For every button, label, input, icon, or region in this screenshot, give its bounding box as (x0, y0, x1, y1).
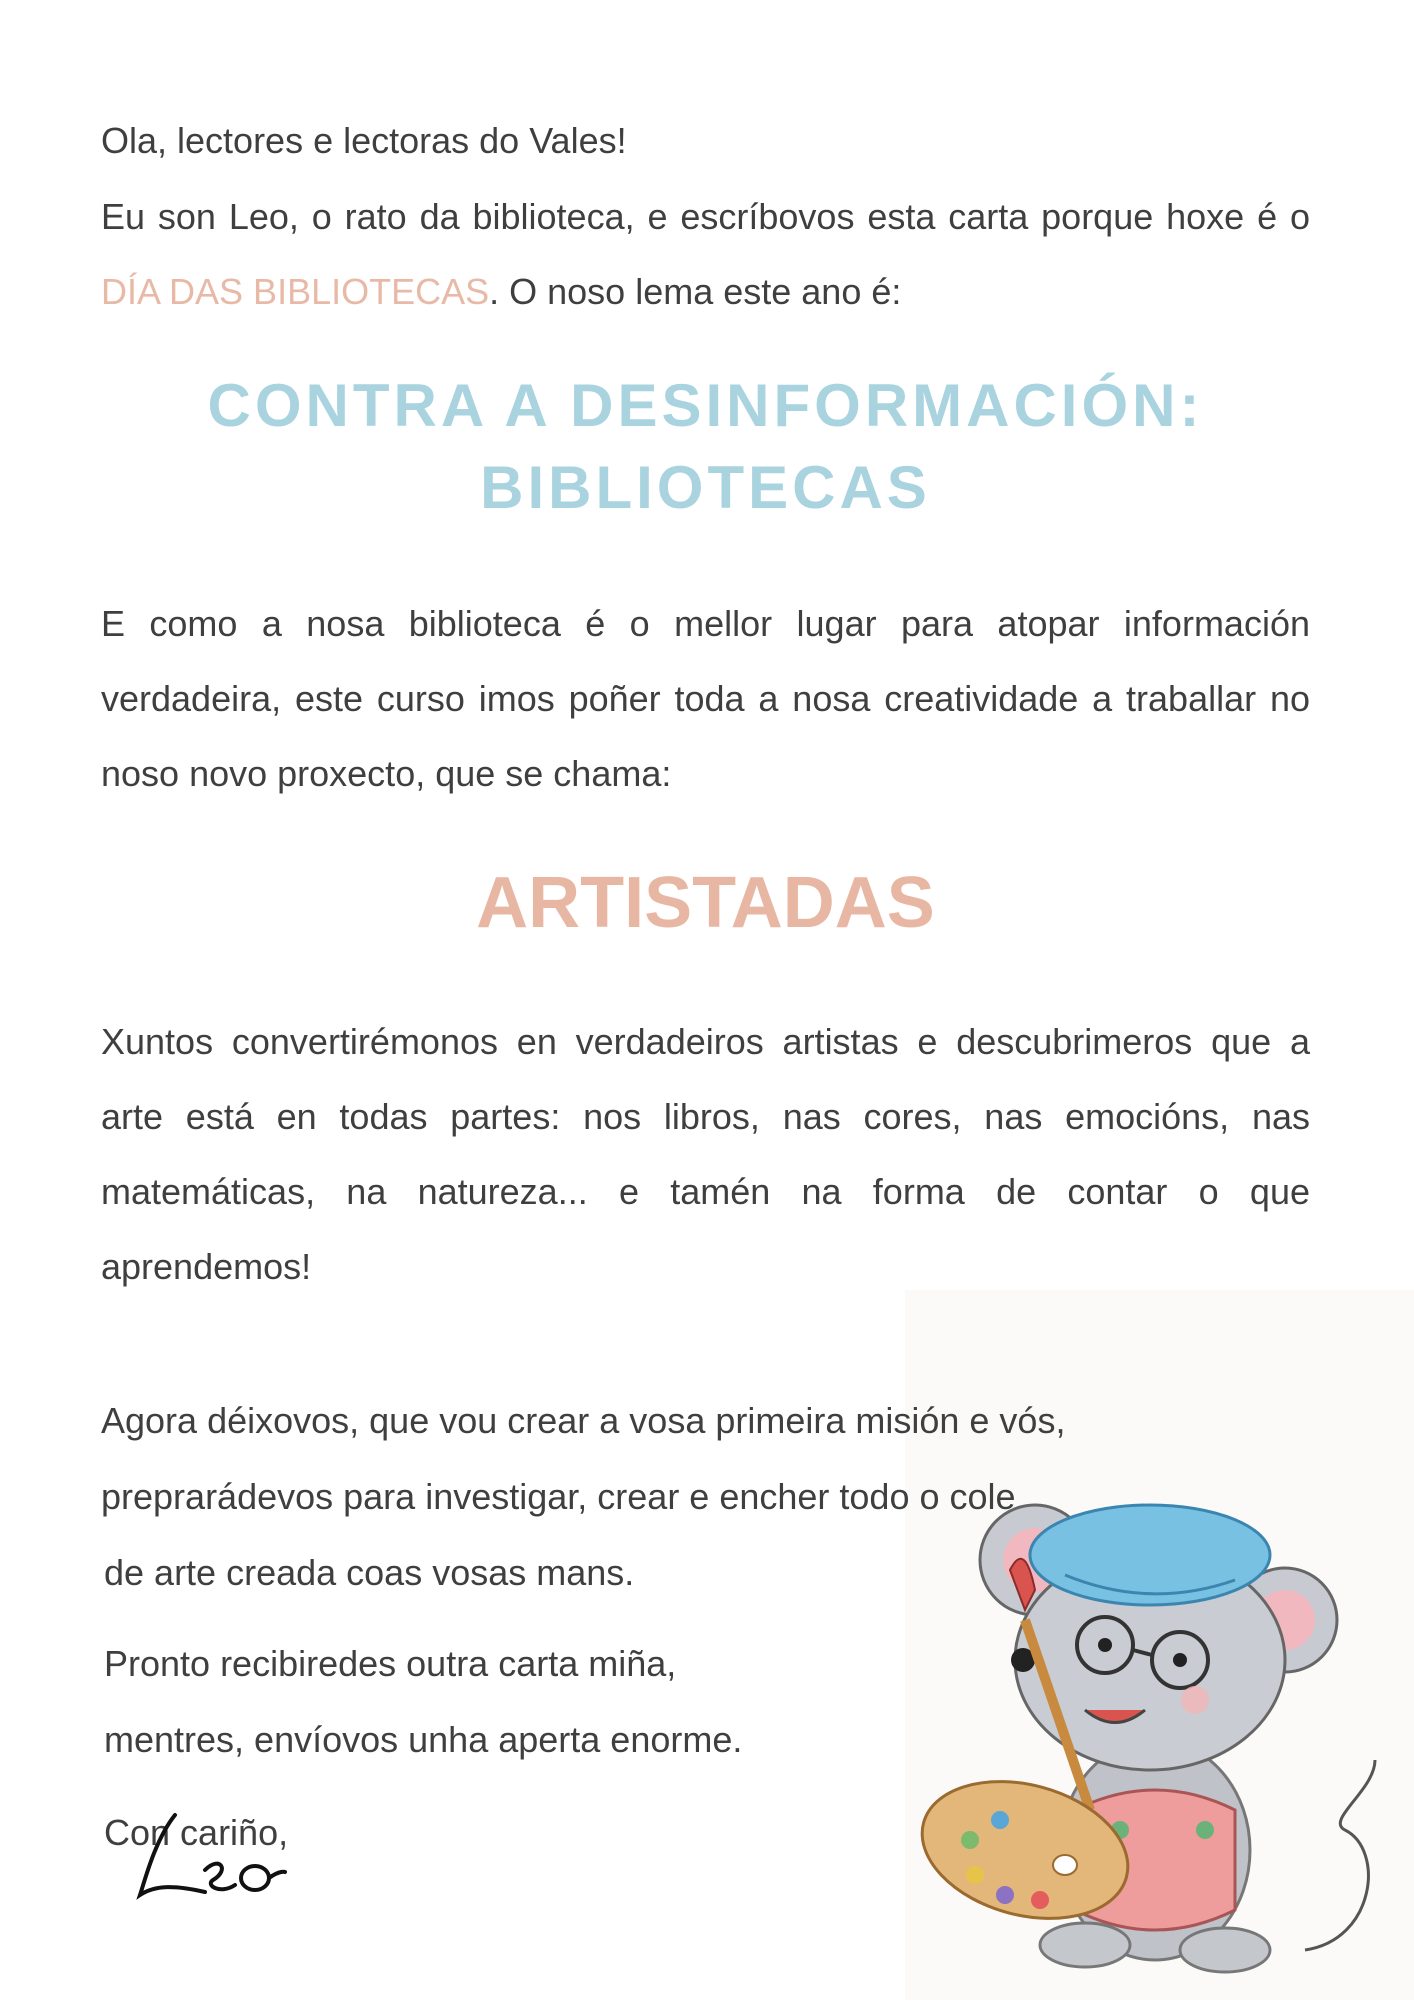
intro-text-end: . O noso lema este ano é: (489, 271, 902, 312)
slogan-line-2: BIBLIOTECAS (480, 454, 931, 521)
sign-off: Con cariño, (104, 1812, 289, 1853)
paragraph-artists: Xuntos convertirémonos en verdadeiros artistas e descubrimeros que a arte está en todas partes: nos libros, nas cores, nas emocións, nas matemáticas, na natureza... e tamén na forma de contar o que aprendemos! (101, 1021, 1310, 1287)
project-title: ARTISTADAS (476, 863, 935, 943)
paragraph-library: E como a nosa biblioteca é o mellor lugar para atopar información verdadeira, este curso imos poñer toda a nosa creatividade a traballar no noso novo proxecto, que se chama: (101, 603, 1310, 794)
paragraph-mission-line-3: de arte creada coas vosas mans. (104, 1552, 635, 1593)
slogan-heading (101, 365, 1310, 529)
intro-text: Eu son Leo, o rato da biblioteca, e escríbovos esta carta porque hoxe é o (101, 196, 1310, 237)
library-day-highlight: DÍA DAS BIBLIOTECAS (101, 271, 490, 312)
leo-signature (135, 1800, 295, 1910)
closing-line-1: Pronto recibiredes outra carta miña, (104, 1643, 677, 1684)
greeting: Ola, lectores e lectoras do Vales! (101, 120, 627, 161)
closing-line-2: mentres, envíovos unha aperta enorme. (104, 1719, 743, 1760)
slogan-line-1: CONTRA A DESINFORMACIÓN: (207, 372, 1204, 439)
paragraph-mission-line-2: preprarádevos para investigar, crear e encher todo o cole (101, 1476, 1016, 1517)
intro-paragraph (101, 179, 1310, 329)
paragraph-mission-line-1: Agora déixovos, que vou crear a vosa primeira misión e vós, (101, 1400, 1066, 1441)
